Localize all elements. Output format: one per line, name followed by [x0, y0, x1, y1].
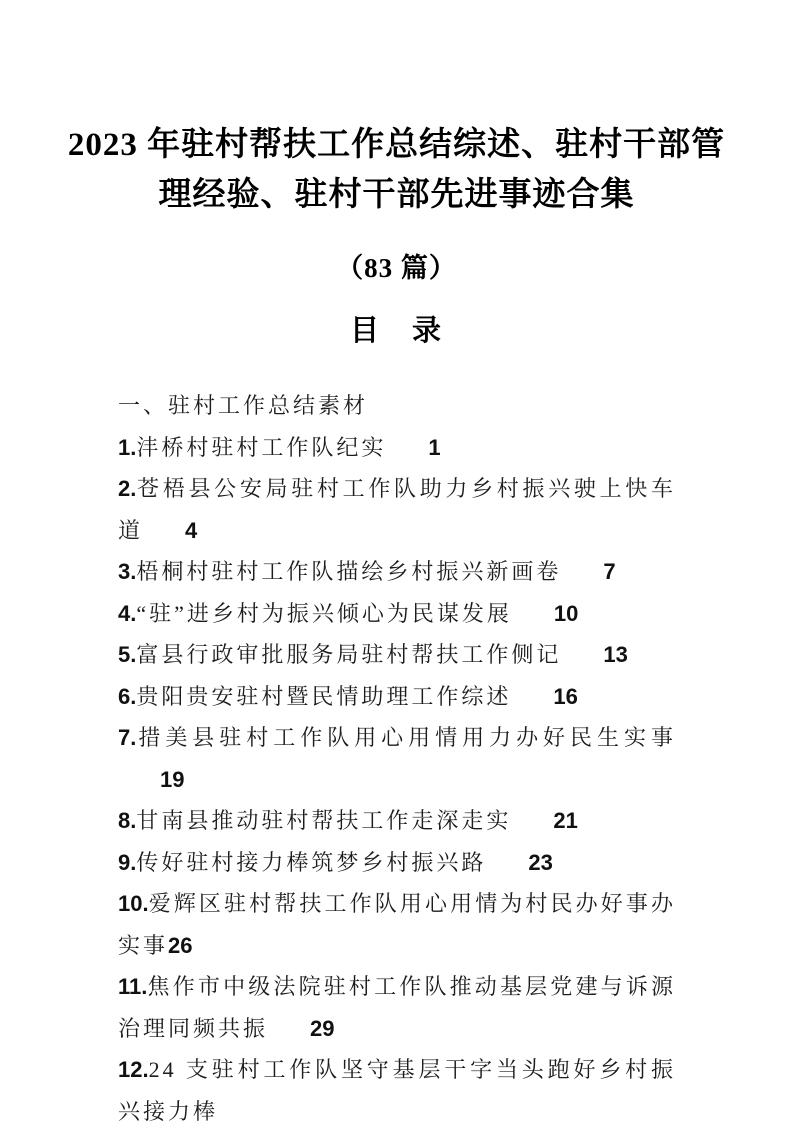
document-title	[0, 120, 793, 220]
toc-item-title: 传好驻村接力棒筑梦乡村振兴路	[136, 849, 487, 875]
toc-item-page: 7	[603, 559, 616, 584]
document-subtitle: （83 篇）	[336, 253, 457, 283]
toc-item-number: 8.	[118, 808, 137, 833]
toc-item-title: 24 支驻村工作队坚守基层干字当头跑好乡村振兴接力棒	[118, 1057, 676, 1122]
toc-item-number: 7.	[118, 725, 137, 750]
toc-item	[118, 883, 676, 966]
toc-item-page: 21	[553, 808, 578, 833]
toc-item-title: 焦作市中级法院驻村工作队推动基层党建与诉源治理同频共振	[118, 974, 676, 1041]
toc-item-number: 3.	[118, 559, 137, 584]
toc-item-title: 甘南县推动驻村帮扶工作走深走实	[136, 808, 512, 833]
toc-item	[118, 717, 676, 800]
toc-item-page: 23	[528, 849, 553, 875]
toc-item	[118, 1049, 676, 1122]
toc-item-number: 2.	[118, 476, 137, 501]
toc-item-number: 11.	[118, 974, 148, 999]
toc-item	[118, 551, 676, 593]
toc-item-page: 13	[603, 642, 628, 667]
toc-item-page: 16	[553, 683, 578, 709]
toc-item-number: 12.	[118, 1057, 149, 1082]
toc-item-page: 29	[310, 1015, 335, 1041]
table-of-contents	[118, 385, 676, 1122]
toc-item-number: 5.	[118, 642, 137, 667]
toc-item-title: 爱辉区驻村帮扶工作队用心用情为村民办好事办实事	[118, 891, 676, 958]
toc-item-page: 1	[428, 434, 441, 460]
toc-item-title: 富县行政审批服务局驻村帮扶工作侧记	[136, 642, 562, 667]
toc-item-page: 26	[168, 932, 193, 958]
toc-item	[118, 800, 676, 842]
toc-item-page: 10	[553, 600, 579, 626]
toc-heading: 目 录	[349, 315, 443, 347]
toc-item-title: 梧桐村驻村工作队描绘乡村振兴新画卷	[136, 559, 562, 584]
toc-item	[118, 427, 676, 469]
toc-item	[118, 593, 676, 635]
toc-item-title: “驻”进乡村为振兴倾心为民谋发展	[136, 600, 512, 626]
toc-item	[118, 634, 676, 676]
toc-item-title: 措美县驻村工作队用心用情用力办好民生实事	[136, 725, 676, 750]
toc-item	[118, 966, 676, 1049]
toc-item-number: 4.	[118, 600, 137, 626]
toc-item-page: 4	[185, 517, 198, 543]
document-title-line-1: 2023 年驻村帮扶工作总结综述、驻村干部管	[67, 127, 726, 163]
toc-item-title: 贵阳贵安驻村暨民情助理工作综述	[136, 683, 512, 709]
toc-item-title: 沣桥村驻村工作队纪实	[136, 434, 387, 460]
toc-section-heading: 一、驻村工作总结素材	[118, 393, 369, 418]
toc-item	[118, 676, 676, 718]
toc-item-title: 苍梧县公安局驻村工作队助力乡村振兴驶上快车道	[118, 476, 676, 543]
toc-item-page: 19	[160, 766, 185, 792]
toc-item-number: 6.	[118, 683, 137, 709]
toc-item	[118, 842, 676, 884]
toc-item-number: 1.	[118, 434, 137, 460]
document-title-line-2: 理经验、驻村干部先进事迹合集	[158, 177, 635, 213]
toc-item	[118, 468, 676, 551]
toc-item-number: 9.	[118, 849, 137, 875]
toc-item-number: 10.	[118, 891, 149, 916]
